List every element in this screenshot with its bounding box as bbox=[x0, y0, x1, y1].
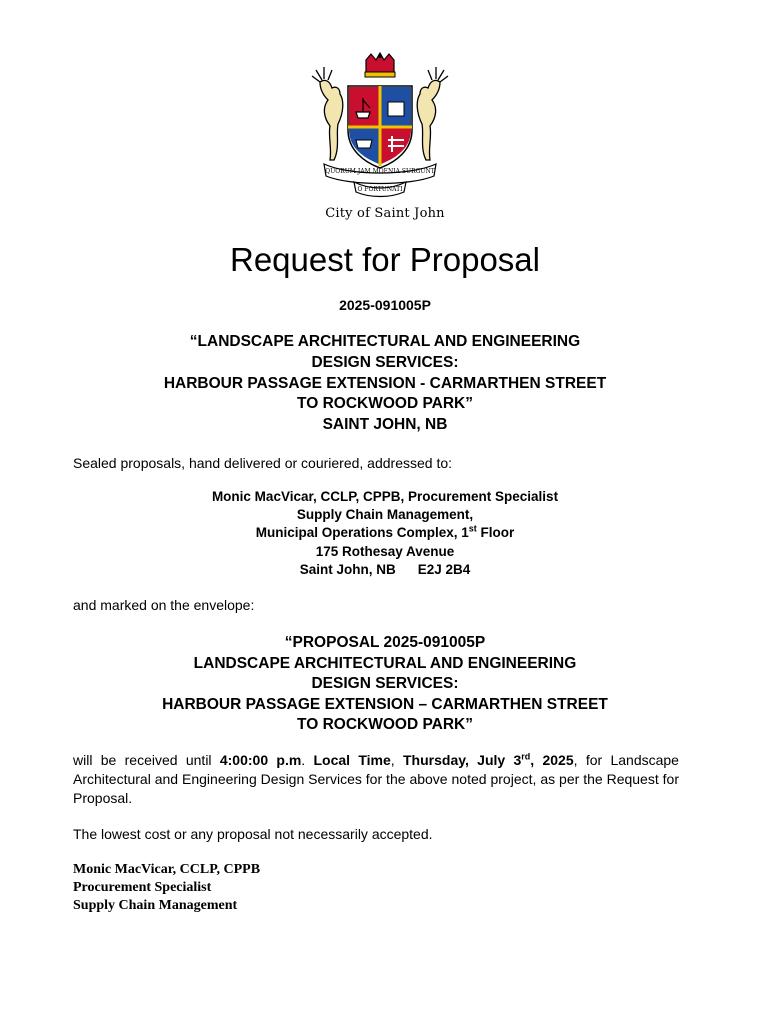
address-line: 175 Rothesay Avenue bbox=[315, 543, 455, 559]
project-title-block bbox=[0, 332, 770, 436]
address-line: Supply Chain Management, bbox=[296, 507, 474, 523]
signatory-name: Monic MacVicar, CCLP, CPPB bbox=[73, 862, 261, 877]
deadline-date: Thursday, July 3rd, 2025 bbox=[403, 751, 574, 768]
deadline-time: 4:00:00 p.m bbox=[219, 752, 302, 768]
envelope-line: TO ROCKWOOD PARK” bbox=[297, 716, 473, 733]
project-title-line: “LANDSCAPE ARCHITECTURAL AND ENGINEERING bbox=[189, 333, 581, 350]
city-name: City of Saint John bbox=[325, 206, 445, 221]
project-title-line: HARBOUR PASSAGE EXTENSION - CARMARTHEN STREET bbox=[163, 374, 607, 392]
envelope-line: HARBOUR PASSAGE EXTENSION – CARMARTHEN STREET bbox=[162, 695, 608, 713]
signatory-department: Supply Chain Management bbox=[73, 898, 238, 913]
address-line: Municipal Operations Complex, 1st Floor bbox=[255, 523, 515, 541]
envelope-marking-block bbox=[0, 633, 770, 736]
shield-icon bbox=[348, 86, 412, 168]
project-location: SAINT JOHN, NB bbox=[322, 416, 448, 434]
crest-motto-text: QUORUM JAM MOENIA SURGUNT bbox=[325, 168, 435, 175]
crown-icon bbox=[365, 53, 395, 77]
envelope-line: “PROPOSAL 2025-091005P bbox=[284, 634, 486, 651]
envelope-line: LANDSCAPE ARCHITECTURAL AND ENGINEERING bbox=[193, 654, 577, 672]
project-title-line: TO ROCKWOOD PARK” bbox=[297, 395, 473, 413]
intro-text: Sealed proposals, hand delivered or couriered, addressed to: bbox=[73, 455, 453, 471]
envelope-label: and marked on the envelope: bbox=[73, 597, 255, 613]
coat-of-arms-icon bbox=[310, 52, 450, 200]
envelope-line: DESIGN SERVICES: bbox=[311, 675, 459, 692]
disclaimer-text: The lowest cost or any proposal not necessarily accepted. bbox=[73, 826, 433, 842]
deadline-paragraph: will be received until 4:00:00 p.m. Local Time, Thursday, July 3rd, 2025, for Landscape Architectural and Engineering Design Services for the above noted project, as per the Request for Proposal. bbox=[73, 751, 679, 806]
signature-block bbox=[73, 861, 260, 915]
signatory-title: Procurement Specialist bbox=[73, 880, 212, 895]
address-line: Monic MacVicar, CCLP, CPPB, Procurement Specialist bbox=[211, 489, 559, 504]
rfp-number: 2025-091005P bbox=[339, 297, 431, 313]
project-title-line: DESIGN SERVICES: bbox=[311, 353, 459, 371]
crest-motto-text: O FORTUNATI bbox=[357, 186, 403, 193]
document-title: Request for Proposal bbox=[229, 241, 540, 278]
address-block bbox=[0, 488, 770, 579]
address-line: Saint John, NB E2J 2B4 bbox=[299, 561, 471, 577]
